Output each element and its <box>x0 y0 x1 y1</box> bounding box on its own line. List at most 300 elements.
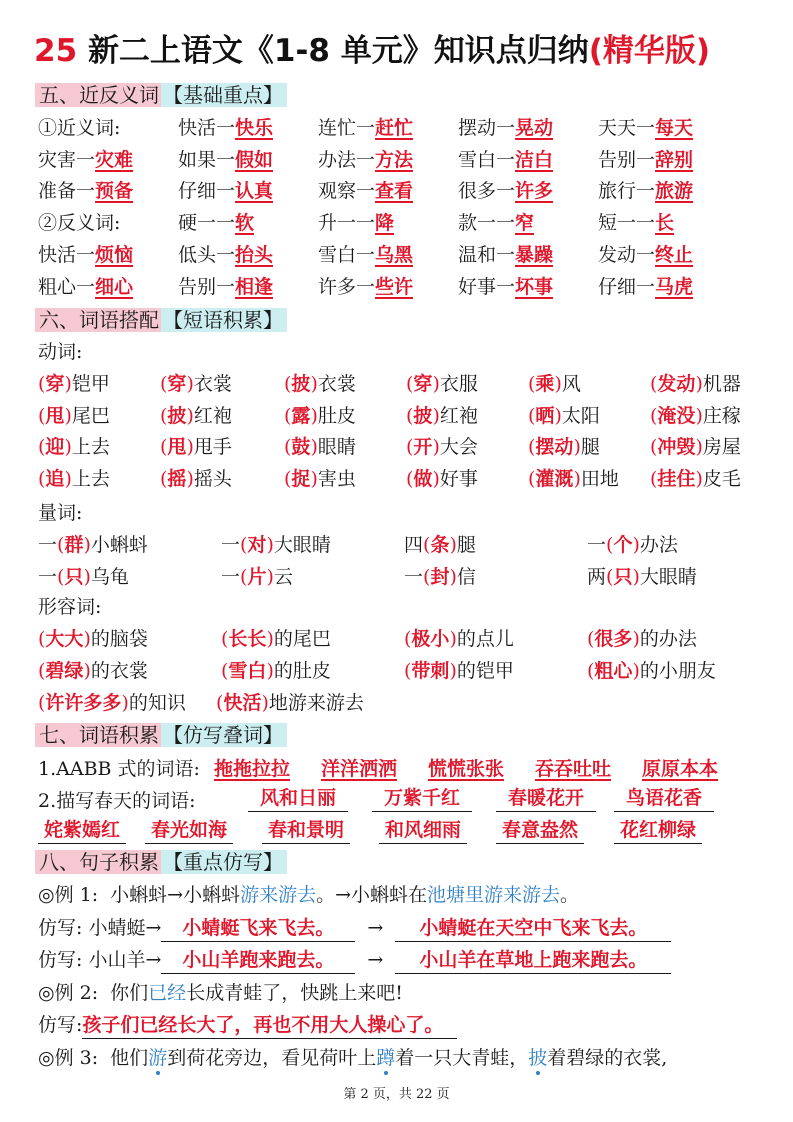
verb-phrase <box>38 400 110 432</box>
imitation-answer: 小蜻蜓飞来飞去。 <box>161 915 355 942</box>
measure-noun: 信 <box>456 566 476 588</box>
measure-number: 一 <box>38 566 58 588</box>
word-pair <box>598 271 693 303</box>
adj-phrase <box>221 655 331 687</box>
paren: ( <box>38 660 46 682</box>
imitation-2 <box>38 944 671 976</box>
paren: ( <box>160 468 168 490</box>
word-pair-answer: 抬头 <box>235 244 274 266</box>
word-pair-answer: 查看 <box>375 180 414 202</box>
adj-row <box>38 687 778 719</box>
spring-word: 鸟语花香 <box>614 785 714 812</box>
measure-answer: 群 <box>64 534 84 556</box>
verb-phrase <box>284 400 356 432</box>
measure-phrase <box>38 561 129 593</box>
verb-phrase <box>528 463 619 495</box>
paren: ( <box>606 534 614 556</box>
section-7-title: 七、词语积累 <box>35 723 161 747</box>
verb-label: 动词: <box>38 341 83 363</box>
measure-noun: 办法 <box>639 534 678 556</box>
verb-object: 房屋 <box>702 436 741 458</box>
verb-phrase <box>406 400 478 432</box>
aabb-row <box>38 753 778 785</box>
verb-answer: 摆动 <box>535 436 574 458</box>
spring-word: 春暖花开 <box>496 785 596 812</box>
word-pair-prompt: 准备一 <box>38 180 96 202</box>
adj-noun: 的小朋友 <box>639 660 716 682</box>
measure-noun: 大眼睛 <box>639 566 697 588</box>
verb-phrase <box>528 400 600 432</box>
verb-object: 红袍 <box>193 405 232 427</box>
measure-number: 一 <box>221 566 241 588</box>
adj-answer: 雪白 <box>228 660 267 682</box>
adj-answer: 极小 <box>411 628 450 650</box>
word-pair-prompt: 办法一 <box>318 149 376 171</box>
measure-row <box>38 561 778 593</box>
word-pair-answer: 快乐 <box>235 117 274 139</box>
verb-answer: 晒 <box>535 405 555 427</box>
paren: ) <box>554 373 562 395</box>
paren: ( <box>160 436 168 458</box>
verb-object: 红袍 <box>439 405 478 427</box>
arrow: → <box>367 949 384 971</box>
example-1-part: 。 <box>560 884 580 906</box>
example-3-label: ◎例 3: <box>38 1047 99 1069</box>
verb-object: 尾巴 <box>71 405 110 427</box>
adj-noun: 的肚皮 <box>273 660 331 682</box>
example-2-part: 长成青蛙了，快跳上来吧! <box>186 982 403 1004</box>
word-pair-prompt: 雪白一 <box>318 244 376 266</box>
verb-object: 机器 <box>702 373 741 395</box>
verb-phrase <box>38 368 110 400</box>
measure-answer: 个 <box>613 534 633 556</box>
word-pair-prompt: 仔细一 <box>598 276 656 298</box>
word-pair-answer: 赶忙 <box>375 117 414 139</box>
paren: ) <box>695 373 703 395</box>
paren: ) <box>266 566 274 588</box>
title-number: 25 <box>34 33 78 69</box>
paren: ) <box>449 534 457 556</box>
word-pair-answer: 洁白 <box>515 149 554 171</box>
adj-noun: 的铠甲 <box>456 660 514 682</box>
paren: ) <box>432 405 440 427</box>
verb-phrase <box>406 431 478 463</box>
paren: ) <box>186 436 194 458</box>
verb-phrase <box>160 368 232 400</box>
word-pair <box>318 112 413 144</box>
verb-object: 害虫 <box>317 468 356 490</box>
example-3-part: 着一只大青蛙， <box>395 1047 529 1069</box>
verb-row <box>38 368 778 400</box>
paren: ) <box>449 660 457 682</box>
imitation-answer: 孩子们已经长大了，再也不用大人操心了。 <box>82 1012 457 1039</box>
paren: ) <box>64 436 72 458</box>
imitation-label: 仿写: <box>38 1014 83 1036</box>
aabb-word: 原原本本 <box>642 758 719 780</box>
word-pair <box>458 207 534 239</box>
example-2-highlight: 已经 <box>148 982 187 1004</box>
word-pair-answer: 长 <box>655 212 675 234</box>
paren: ) <box>432 468 440 490</box>
spring-word: 和风细雨 <box>379 817 467 844</box>
word-pair-answer: 坏事 <box>515 276 554 298</box>
example-3-highlight: 披 <box>528 1047 548 1069</box>
verb-answer: 露 <box>291 405 311 427</box>
word-pair-answer: 预备 <box>95 180 134 202</box>
paren: ( <box>650 373 658 395</box>
word-pair <box>178 207 254 239</box>
synonym-row <box>38 144 778 176</box>
verb-phrase <box>160 400 232 432</box>
word-pair-answer: 窄 <box>515 212 535 234</box>
paren: ) <box>83 628 91 650</box>
measure-answer: 只 <box>613 566 633 588</box>
paren: ( <box>38 628 46 650</box>
paren: ( <box>606 566 614 588</box>
paren: ( <box>284 405 292 427</box>
adj-phrase <box>216 687 364 719</box>
example-3 <box>38 1042 667 1074</box>
paren: ) <box>64 468 72 490</box>
verb-answer: 捉 <box>291 468 311 490</box>
word-pair-answer: 认真 <box>235 180 274 202</box>
paren: ) <box>449 566 457 588</box>
paren: ( <box>528 373 536 395</box>
example-3-highlight: 游 <box>148 1047 168 1069</box>
adj-phrase <box>587 623 697 655</box>
adj-answer: 很多 <box>594 628 633 650</box>
word-pair-answer: 乌黑 <box>375 244 414 266</box>
measure-noun: 乌龟 <box>90 566 129 588</box>
adj-answer: 长长 <box>228 628 267 650</box>
imitation-1 <box>38 912 671 944</box>
paren: ( <box>423 566 431 588</box>
imitation-subject: 小山羊→ <box>88 949 162 971</box>
word-pair-answer: 降 <box>375 212 395 234</box>
adj-answer: 碧绿 <box>45 660 84 682</box>
paren: ( <box>38 373 46 395</box>
verb-object: 衣裳 <box>317 373 356 395</box>
adj-noun: 的知识 <box>128 692 186 714</box>
word-pair-answer: 方法 <box>375 149 414 171</box>
verb-answer: 摇 <box>167 468 187 490</box>
section-5-badge: 【基础重点】 <box>161 83 287 107</box>
word-pair-answer: 些许 <box>375 276 414 298</box>
paren: ( <box>160 373 168 395</box>
word-pair-prompt: 温和一 <box>458 244 516 266</box>
imitation-answer: 小蜻蜓在天空中飞来飞去。 <box>395 915 671 942</box>
verb-phrase <box>528 368 581 400</box>
paren: ( <box>284 436 292 458</box>
paren: ) <box>573 436 581 458</box>
aabb-label: 1.AABB 式的词语: <box>38 758 200 780</box>
adj-row <box>38 655 778 687</box>
spring-label: 2.描写春天的词语: <box>38 790 196 812</box>
antonym-row <box>38 207 778 239</box>
paren: ( <box>406 405 414 427</box>
verb-answer: 披 <box>167 405 187 427</box>
verb-answer: 挂住 <box>657 468 696 490</box>
measure-phrase <box>221 561 293 593</box>
section-7-badge: 【仿写叠词】 <box>161 723 287 747</box>
imitation-answer: 小山羊在草地上跑来跑去。 <box>395 947 671 974</box>
measure-noun: 小蝌蚪 <box>90 534 148 556</box>
example-2-part: 你们 <box>110 982 149 1004</box>
paren: ) <box>449 628 457 650</box>
adj-phrase <box>587 655 716 687</box>
measure-number: 两 <box>587 566 607 588</box>
antonym-row <box>38 239 778 271</box>
verb-phrase <box>284 431 356 463</box>
aabb-word: 吞吞吐吐 <box>535 758 612 780</box>
page-footer: 第 2 页，共 22 页 <box>343 1087 450 1102</box>
paren: ) <box>186 468 194 490</box>
imitation-label: 仿写: <box>38 949 83 971</box>
example-2-label: ◎例 2: <box>38 982 99 1004</box>
adj-answer: 带刺 <box>411 660 450 682</box>
section-8-heading <box>35 847 287 877</box>
word-pair-answer: 暴躁 <box>515 244 554 266</box>
verb-phrase <box>650 368 741 400</box>
paren: ) <box>695 468 703 490</box>
example-1-part: 小蝌蚪→小蝌蚪 <box>110 884 241 906</box>
word-pair-prompt: 摆动一 <box>458 117 516 139</box>
verb-object: 衣裳 <box>193 373 232 395</box>
word-pair-prompt: 快活一 <box>178 117 236 139</box>
synonym-row <box>38 175 778 207</box>
word-pair <box>38 239 133 271</box>
word-pair <box>178 175 273 207</box>
synonym-row <box>38 112 778 144</box>
paren: ) <box>266 628 274 650</box>
verb-row <box>38 463 778 495</box>
verb-phrase <box>38 431 110 463</box>
word-pair-answer: 旅游 <box>655 180 694 202</box>
paren: ( <box>221 660 229 682</box>
word-pair-prompt: 粗心一 <box>38 276 96 298</box>
word-pair <box>458 112 553 144</box>
paren: ) <box>83 566 91 588</box>
word-pair-answer: 软 <box>235 212 255 234</box>
synonym-label: ①近义词: <box>38 117 121 139</box>
title-main: 新二上语文《1-8 单元》知识点归纳 <box>87 33 589 69</box>
spring-word: 春和景明 <box>262 817 350 844</box>
paren: ) <box>310 373 318 395</box>
arrow: → <box>367 917 384 939</box>
verb-phrase <box>284 463 356 495</box>
measure-row <box>38 529 778 561</box>
verb-object: 太阳 <box>561 405 600 427</box>
paren: ) <box>695 436 703 458</box>
word-pair <box>318 239 413 271</box>
measure-label: 量词: <box>38 502 83 524</box>
measure-number: 一 <box>38 534 58 556</box>
word-pair-prompt: 观察一 <box>318 180 376 202</box>
measure-number: 一 <box>587 534 607 556</box>
paren: ( <box>57 534 65 556</box>
adj-answer: 粗心 <box>594 660 633 682</box>
word-pair <box>598 175 693 207</box>
word-pair <box>178 112 273 144</box>
paren: ) <box>266 534 274 556</box>
verb-answer: 鼓 <box>291 436 311 458</box>
paren: ) <box>64 405 72 427</box>
verb-answer: 甩 <box>167 436 187 458</box>
word-pair <box>318 144 413 176</box>
word-pair <box>178 144 273 176</box>
measure-answer: 只 <box>64 566 84 588</box>
adj-phrase <box>404 655 514 687</box>
measure-phrase <box>221 529 331 561</box>
paren: ) <box>432 373 440 395</box>
paren: ( <box>221 628 229 650</box>
adj-noun: 地游来游去 <box>268 692 364 714</box>
verb-phrase <box>650 431 741 463</box>
paren: ( <box>650 405 658 427</box>
word-pair-answer: 晃动 <box>515 117 554 139</box>
verb-object: 甩手 <box>193 436 232 458</box>
example-1 <box>38 879 579 911</box>
word-pair-prompt: 天天一 <box>598 117 656 139</box>
section-8-title: 八、句子积累 <box>35 850 161 874</box>
imitation-label: 仿写: <box>38 917 83 939</box>
paren: ) <box>83 660 91 682</box>
measure-phrase <box>404 561 476 593</box>
section-6-badge: 【短语积累】 <box>161 308 287 332</box>
verb-row <box>38 431 778 463</box>
page-title <box>34 28 774 74</box>
word-pair-prompt: 如果一 <box>178 149 236 171</box>
word-pair <box>458 175 553 207</box>
adj-noun: 的点儿 <box>456 628 514 650</box>
verb-object: 摇头 <box>193 468 232 490</box>
example-2 <box>38 977 403 1009</box>
verb-phrase <box>406 463 478 495</box>
paren: ( <box>38 468 46 490</box>
spring-row <box>38 785 778 817</box>
section-6-heading <box>35 305 287 335</box>
verb-object: 田地 <box>580 468 619 490</box>
paren: ) <box>121 692 129 714</box>
adj-answer: 大大 <box>45 628 84 650</box>
measure-number: 一 <box>221 534 241 556</box>
section-5-title: 五、近反义词 <box>35 83 161 107</box>
paren: ) <box>632 660 640 682</box>
paren: ( <box>160 405 168 427</box>
paren: ( <box>528 436 536 458</box>
measure-number: 四 <box>404 534 424 556</box>
word-pair-answer: 辞别 <box>655 149 694 171</box>
word-pair <box>598 207 674 239</box>
paren: ) <box>186 373 194 395</box>
adj-phrase <box>38 623 148 655</box>
verb-object: 肚皮 <box>317 405 356 427</box>
word-pair <box>38 144 133 176</box>
verb-answer: 甩 <box>45 405 65 427</box>
word-pair <box>598 239 693 271</box>
measure-phrase <box>587 561 697 593</box>
verb-phrase <box>406 368 478 400</box>
paren: ( <box>57 566 65 588</box>
measure-noun: 云 <box>273 566 293 588</box>
verb-phrase <box>160 463 232 495</box>
verb-object: 眼睛 <box>317 436 356 458</box>
word-pair-answer: 许多 <box>515 180 554 202</box>
verb-object: 皮毛 <box>702 468 741 490</box>
paren: ( <box>406 373 414 395</box>
example-1-highlight: 池塘里游来游去 <box>427 884 561 906</box>
adj-phrase <box>38 655 148 687</box>
word-pair <box>598 112 693 144</box>
verb-object: 上去 <box>71 468 110 490</box>
paren: ( <box>650 436 658 458</box>
word-pair-answer: 灾难 <box>95 149 134 171</box>
verb-object: 铠甲 <box>71 373 110 395</box>
word-pair <box>318 271 413 303</box>
example-1-highlight: 游来游去 <box>240 884 317 906</box>
measure-phrase <box>587 529 678 561</box>
word-pair <box>458 144 553 176</box>
verb-answer: 追 <box>45 468 65 490</box>
paren: ( <box>406 468 414 490</box>
measure-noun: 大眼睛 <box>273 534 331 556</box>
adj-noun: 的衣裳 <box>90 660 148 682</box>
word-pair-answer: 相逢 <box>235 276 274 298</box>
verb-object: 庄稼 <box>702 405 741 427</box>
paren: ) <box>310 468 318 490</box>
verb-answer: 灌溉 <box>535 468 574 490</box>
verb-phrase <box>650 400 741 432</box>
paren: ( <box>528 468 536 490</box>
paren: ( <box>216 692 224 714</box>
paren: ( <box>38 405 46 427</box>
word-pair-prompt: 快活一 <box>38 244 96 266</box>
aabb-word: 拖拖拉拉 <box>214 758 291 780</box>
word-pair-prompt: 短一一 <box>598 212 656 234</box>
word-pair <box>598 144 693 176</box>
paren: ( <box>240 566 248 588</box>
verb-answer: 做 <box>413 468 433 490</box>
verb-object: 上去 <box>71 436 110 458</box>
adj-phrase <box>404 623 514 655</box>
word-pair-answer: 细心 <box>95 276 134 298</box>
example-3-part: 他们 <box>110 1047 149 1069</box>
paren: ) <box>432 436 440 458</box>
adj-answer: 快活 <box>223 692 262 714</box>
adj-phrase <box>38 687 186 719</box>
verb-answer: 穿 <box>45 373 65 395</box>
word-pair-prompt: 很多一 <box>458 180 516 202</box>
paren: ( <box>587 628 595 650</box>
aabb-word: 洋洋洒洒 <box>321 758 398 780</box>
word-pair-answer: 假如 <box>235 149 274 171</box>
paren: ( <box>284 468 292 490</box>
measure-number: 一 <box>404 566 424 588</box>
verb-object: 大会 <box>439 436 478 458</box>
verb-phrase <box>528 431 600 463</box>
word-pair-answer: 每天 <box>655 117 694 139</box>
verb-answer: 冲毁 <box>657 436 696 458</box>
spring-row <box>38 817 778 849</box>
word-pair-answer: 终止 <box>655 244 694 266</box>
word-pair <box>38 175 133 207</box>
paren: ) <box>632 566 640 588</box>
paren: ( <box>240 534 248 556</box>
antonym-row <box>38 271 778 303</box>
word-pair-prompt: 灾害一 <box>38 149 96 171</box>
adj-noun: 的尾巴 <box>273 628 331 650</box>
paren: ) <box>554 405 562 427</box>
